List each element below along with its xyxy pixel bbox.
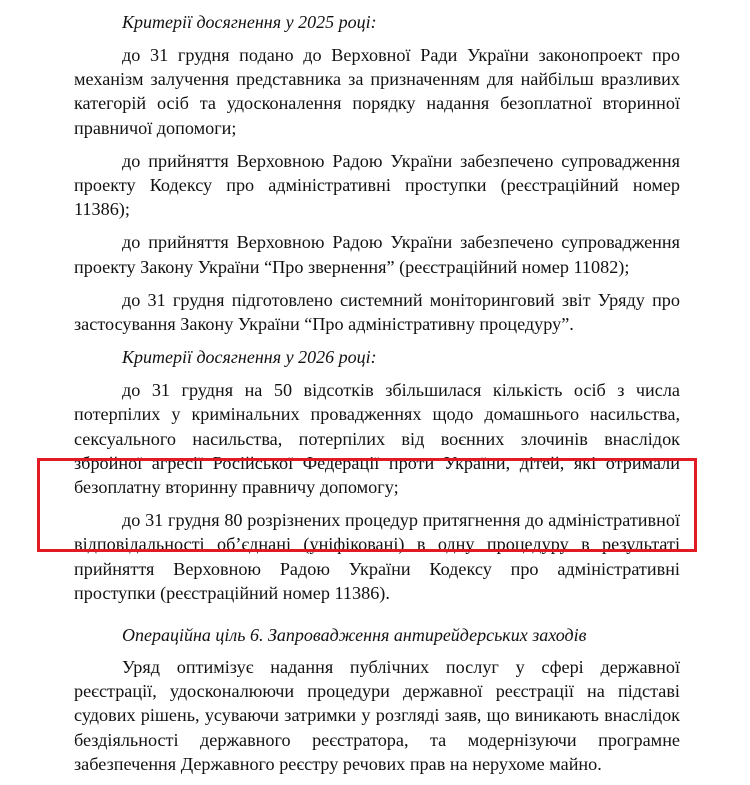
operational-goal-text: Уряд оптимізує надання публічних послуг у сфері державної реєстрації, удосконалюючи процедури державної реєстрації на підставі судових рішень, усуваючи затримки у розгляді заяв, що виникають внаслідок бездіяльності державного реєстратора, та модернізуючи програмне забезпечення Державного реєстру речових прав на нерухоме майно. [74, 657, 680, 774]
criteria-2025-item: до 31 грудня підготовлено системний моніторинговий звіт Уряду про застосування Закону України “Про адміністративну процедуру”. [74, 289, 680, 335]
criteria-2025-item: до прийняття Верховною Радою України забезпечено супровадження проекту Кодексу про адміністративні проступки (реєстраційний номер 11386); [74, 150, 680, 220]
document-body [74, 10, 680, 785]
criteria-2026-item: до 31 грудня на 50 відсотків збільшилася кількість осіб з числа потерпілих у кримінальних провадженнях щодо домашнього насильства, сексуального насильства, потерпілих від воєнних злочинів внаслідок збройної агресії Російської Федерації проти України, дітей, які отримали безоплатну вторинну правничу допомогу; [74, 380, 680, 498]
operational-goal-heading: Операційна ціль 6. Запровадження антирейдерських заходів [122, 625, 587, 646]
criteria-2025-item: до прийняття Верховною Радою України забезпечено супровадження проекту Закону України “Про звернення” (реєстраційний номер 11082); [74, 232, 680, 277]
criteria-2026-item-highlighted: до 31 грудня 80 розрізнених процедур притягнення до адміністративної відповідальності об’єднані (уніфіковані) в одну процедуру в результаті прийняття Верховною Радою України Кодексу про адміністративні проступки (реєстраційний номер 11386). [74, 510, 680, 603]
criteria-2026-heading: Критерії досягнення у 2026 році: [122, 347, 377, 368]
criteria-2025-heading: Критерії досягнення у 2025 році: [122, 12, 377, 32]
criteria-2025-item: до 31 грудня подано до Верховної Ради України законопроект про механізм залучення представника за призначенням для найбільш вразливих категорій осіб та удосконалення порядку надання безоплатної вторинної правничої допомоги; [74, 45, 680, 138]
